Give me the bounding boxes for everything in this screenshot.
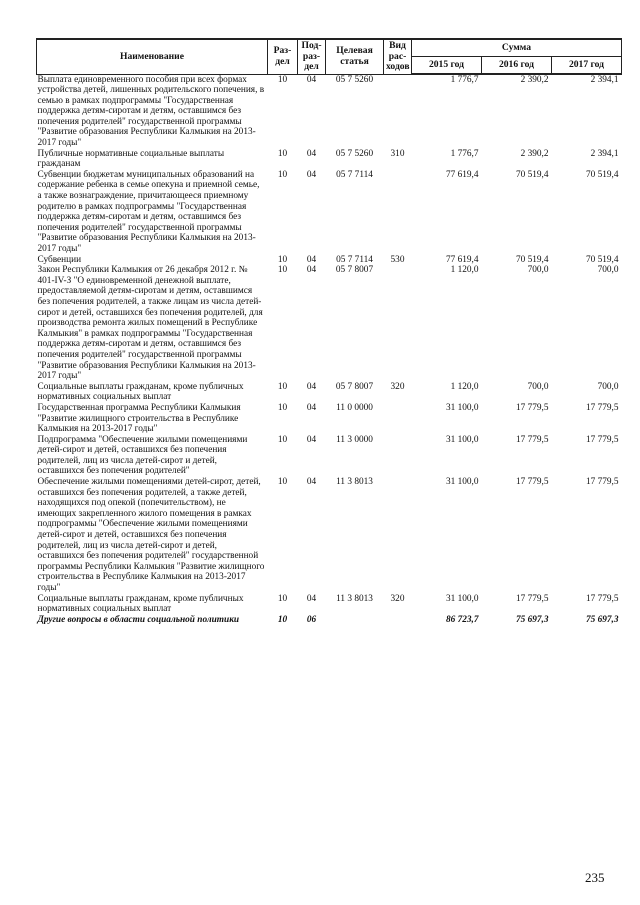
row-sum-2017: 17 779,5 [585,477,619,488]
row-sum-2015: 1 776,7 [450,75,479,85]
row-expense-kind: 320 [390,593,405,604]
row-sum-2017: 17 779,5 [585,593,619,604]
row-target-article: 11 3 8013 [336,593,373,604]
row-sum-2017: 17 779,5 [585,402,619,413]
table-row [37,149,622,170]
row-name: Социальные выплаты гражданам, кроме публичных нормативных социальных выплат [37,593,244,615]
row-target-article: 05 7 5260 [335,74,374,85]
table-body [37,74,622,625]
row-subsection: 04 [306,169,317,180]
row-subsection: 04 [306,434,317,445]
row-sum-2017: 2 394,1 [590,75,619,85]
table-row [37,435,622,477]
row-sum-2017: 70 519,4 [585,254,619,265]
row-subsection: 04 [306,477,317,488]
header-subsection [298,39,326,74]
row-sum-2017: 700,0 [597,381,619,392]
row-sum-2016: 17 779,5 [515,402,549,413]
row-section: 10 [277,593,288,604]
row-sum-2016: 700,0 [527,265,549,276]
row-subsection: 04 [306,148,317,159]
row-section: 10 [277,169,288,180]
row-sum-2015: 1 120,0 [450,381,479,392]
row-subsection: 04 [306,265,317,276]
header-section [268,39,298,74]
row-subsection: 04 [306,593,317,604]
row-sum-2017: 75 697,3 [585,614,619,625]
header-name: Наименование [37,39,268,74]
row-expense-kind [384,170,412,255]
header-expense-kind [384,39,412,74]
table-row [37,255,622,266]
row-name: Субвенции бюджетам муниципальных образований на содержание ребенка в семье опекуна и приемной семье, а также вознаграждение, причитающееся приемному родителю в рамках подпрограммы "Государственная поддержка детям-сиротам и детям, оставшимся без попечения родителей" государственной программы "Развитие образования Республики Калмыкия на 2013-2017 годы" [37,169,260,254]
row-name: Выплата единовременного пособия при всех формах устройства детей, лишенных родительского попечения, в семью в рамках подпрограммы "Государственная поддержка детям-сиротам и детям, оставшимся без попечения родителей" государственной программы "Развитие образования Республики Калмыкия на 2013-2017 годы" [37,74,265,149]
row-sum-2015: 1 776,7 [450,148,479,159]
table-row [37,74,622,149]
row-section: 10 [277,477,288,488]
row-expense-kind: 530 [390,254,405,265]
header-sum: Сумма [412,39,622,57]
row-sum-2016: 17 779,5 [515,434,549,445]
row-sum-2017: 700,0 [597,265,619,276]
row-expense-kind: 310 [390,148,405,159]
header-subsection-label: Под- раз- дел [301,40,322,72]
row-sum-2015: 77 619,4 [445,169,479,180]
row-section: 10 [277,402,288,413]
row-sum-2015: 31 100,0 [445,477,479,488]
table-row [37,477,622,594]
table-row [37,170,622,255]
header-year-2016: 2016 год [482,57,552,75]
row-sum-2015: 86 723,7 [445,614,479,625]
row-sum-2017: 17 779,5 [585,434,619,445]
row-sum-2016: 17 779,5 [515,593,549,604]
row-section: 10 [277,265,288,276]
table-row [37,594,622,615]
row-target-article: 05 7 7114 [336,169,373,180]
header-year-2015: 2015 год [412,57,482,75]
page-number: 235 [585,870,605,885]
row-expense-kind [384,265,412,382]
row-name: Социальные выплаты гражданам, кроме публичных нормативных социальных выплат [37,381,244,403]
row-expense-kind [384,615,412,626]
row-subsection: 06 [306,614,317,625]
row-expense-kind [384,74,412,149]
row-sum-2015: 31 100,0 [445,402,479,413]
header-section-label: Раз- дел [273,45,292,67]
budget-document [36,38,621,625]
row-sum-2015: 31 100,0 [445,593,479,604]
table-row [37,615,622,626]
header-target-article [326,39,384,74]
row-name: Государственная программа Республики Калмыкия "Развитие жилищного строительства в Республике Калмыкия на 2013-2017 годы" [37,402,241,435]
row-target-article: 05 7 7114 [336,254,373,265]
row-target-article: 05 7 8007 [335,265,374,276]
row-target-article: 05 7 5260 [335,148,374,159]
row-name: Обеспечение жилыми помещениями детей-сирот, детей, оставшихся без попечения родителей, а также детей, находящихся под опекой (попечительством), не имеющих закрепленного жилого помещения в рамках подпрограммы "Обеспечение жилыми помещениями детей-сирот и детей, оставшихся без попечения родителей, лиц из числа детей-сирот и детей, оставшихся без попечения родителей" государственной программы Республики Калмыкия "Развитие жилищного строительства в Республике Калмыкия на 2013-2017 годы" [37,477,265,593]
table-row [37,265,622,382]
row-section: 10 [277,381,288,392]
row-section: 10 [277,614,288,625]
row-name: Подпрограмма "Обеспечение жилыми помещениями детей-сирот и детей, оставшихся без попечения родителей, лиц из числа детей-сирот и детей, оставшихся без попечения родителей" [37,434,248,477]
row-section: 10 [277,434,288,445]
row-sum-2016: 70 519,4 [515,169,549,180]
row-name: Другие вопросы в области социальной политики [37,614,240,625]
row-subsection: 04 [306,381,317,392]
row-expense-kind [384,435,412,477]
row-sum-2016: 2 390,2 [520,148,549,159]
row-subsection: 04 [306,74,317,85]
row-name: Субвенции [37,254,82,265]
row-sum-2017: 2 394,1 [590,148,619,159]
row-sum-2016: 700,0 [527,381,549,392]
table-header [37,39,622,74]
row-expense-kind [384,403,412,435]
row-sum-2016: 2 390,2 [520,75,549,85]
row-subsection: 04 [306,402,317,413]
row-sum-2016: 70 519,4 [515,254,549,265]
row-target-article: 11 3 8013 [336,477,373,488]
row-target-article: 11 3 0000 [336,434,373,445]
row-sum-2016: 75 697,3 [515,614,549,625]
row-sum-2015: 77 619,4 [445,254,479,265]
row-sum-2015: 1 120,0 [450,265,479,276]
budget-table [36,38,622,625]
row-section: 10 [277,254,288,265]
row-section: 10 [277,74,288,85]
row-name: Закон Республики Калмыкия от 26 декабря 2012 г. № 401-IV-З "О единовременной денежной выплате, предоставляемой детям-сиротам и детям, оставшимся без попечения родителей, а также лицам из числа детей-сирот и детей, оставшихся без попечения родителей, для производства ремонта жилых помещений в Республике Калмыкия" в рамках подпрограммы "Государственная поддержка детям-сиротам и детям, оставшимся без попечения родителей" государственной программы "Развитие образования Республики Калмыкия на 2013-2017 годы" [37,265,263,382]
row-target-article: 11 0 0000 [336,402,373,413]
table-row [37,403,622,435]
row-sum-2015: 31 100,0 [445,434,479,445]
row-sum-2017: 70 519,4 [585,169,619,180]
row-name: Публичные нормативные социальные выплаты гражданам [37,148,225,170]
header-year-2017: 2017 год [552,57,622,75]
row-expense-kind [384,477,412,594]
table-row [37,382,622,403]
row-target-article [326,615,384,626]
row-expense-kind: 320 [390,381,405,392]
row-section: 10 [277,148,288,159]
header-target-article-label: Целевая статья [336,45,373,67]
row-target-article: 05 7 8007 [335,381,374,392]
row-subsection: 04 [306,254,317,265]
header-expense-kind-label: Вид рас- ходов [386,40,410,72]
row-sum-2016: 17 779,5 [515,477,549,488]
